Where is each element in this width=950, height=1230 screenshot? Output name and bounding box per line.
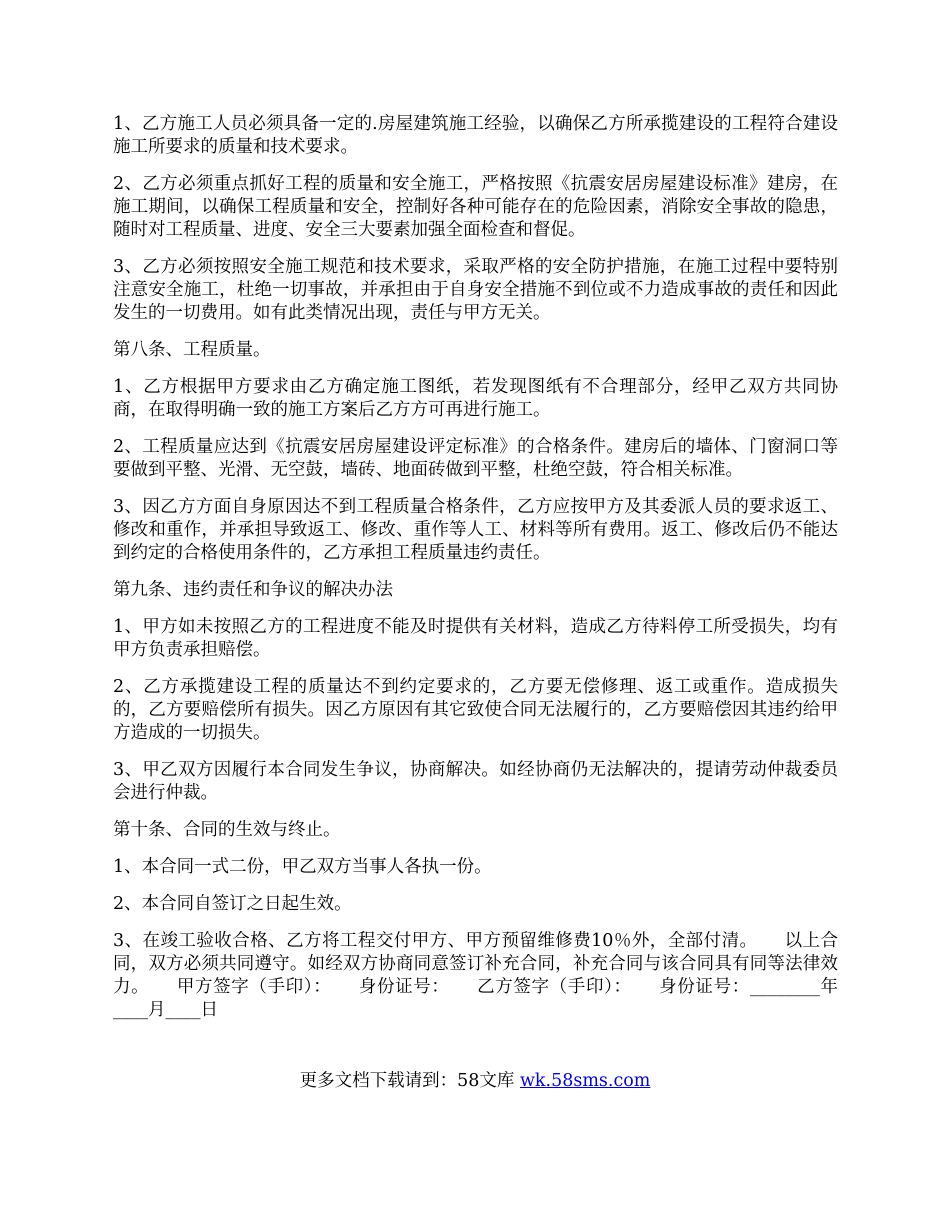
paragraph: 2、工程质量应达到《抗震安居房屋建设评定标准》的合格条件。建房后的墙体、门窗洞口等要做到平整、光滑、无空鼓，墙砖、地面砖做到平整，杜绝空鼓，符合相关标准。 <box>113 437 838 480</box>
paragraph: 3、在竣工验收合格、乙方将工程交付甲方、甲方预留维修费10％外，全部付清。 以上合同，双方必须共同遵守。如经双方协商同意签订补充合同，补充合同与该合同具有同等法律效力。 甲方签字（手印）： 身份证号： 乙方签字（手印）： 身份证号：________年____月____日 <box>113 931 838 1020</box>
paragraph: 1、甲方如未按照乙方的工程进度不能及时提供有关材料，造成乙方待料停工所受损失，均有甲方负责承担赔偿。 <box>113 617 838 660</box>
paragraph: 2、乙方承揽建设工程的质量达不到约定要求的，乙方要无偿修理、返工或重作。造成损失的，乙方要赔偿所有损失。因乙方原因有其它致使合同无法履行的，乙方要赔偿因其违约给甲方造成的一切损失。 <box>113 677 838 743</box>
section-heading: 第九条、违约责任和争议的解决办法 <box>113 580 393 600</box>
section-heading: 第十条、合同的生效与终止。 <box>113 820 341 840</box>
paragraph: 3、甲乙双方因履行本合同发生争议，协商解决。如经协商仍无法解决的，提请劳动仲裁委员会进行仲裁。 <box>113 760 838 803</box>
paragraph: 1、本合同一式二份，甲乙双方当事人各执一份。 <box>113 857 492 877</box>
footer-text: 更多文档下载请到：58文库 <box>299 1071 520 1091</box>
section-heading: 第八条、工程质量。 <box>113 340 271 360</box>
paragraph: 2、本合同自签订之日起生效。 <box>113 894 352 914</box>
paragraph: 3、因乙方方面自身原因达不到工程质量合格条件，乙方应按甲方及其委派人员的要求返工、修改和重作，并承担导致返工、修改、重作等人工、材料等所有费用。返工、修改后仍不能达到约定的合格使用条件的，乙方承担工程质量违约责任。 <box>113 497 838 563</box>
paragraph: 1、乙方根据甲方要求由乙方确定施工图纸，若发现图纸有不合理部分，经甲乙双方共同协商，在取得明确一致的施工方案后乙方方可再进行施工。 <box>113 377 838 420</box>
document-body <box>113 113 838 1036</box>
footer-link[interactable]: wk.58sms.com <box>519 1071 651 1091</box>
footer <box>0 1070 950 1093</box>
paragraph: 1、乙方施工人员必须具备一定的.房屋建筑施工经验，以确保乙方所承揽建设的工程符合建设施工所要求的质量和技术要求。 <box>113 114 838 157</box>
paragraph: 3、乙方必须按照安全施工规范和技术要求，采取严格的安全防护措施，在施工过程中要特别注意安全施工，杜绝一切事故，并承担由于自身安全措施不到位或不力造成事故的责任和因此发生的一切费用。如有此类情况出现，责任与甲方无关。 <box>113 257 838 323</box>
paragraph: 2、乙方必须重点抓好工程的质量和安全施工，严格按照《抗震安居房屋建设标准》建房，在施工期间，以确保工程质量和安全，控制好各种可能存在的危险因素，消除安全事故的隐患，随时对工程质量、进度、安全三大要素加强全面检查和督促。 <box>113 174 838 240</box>
